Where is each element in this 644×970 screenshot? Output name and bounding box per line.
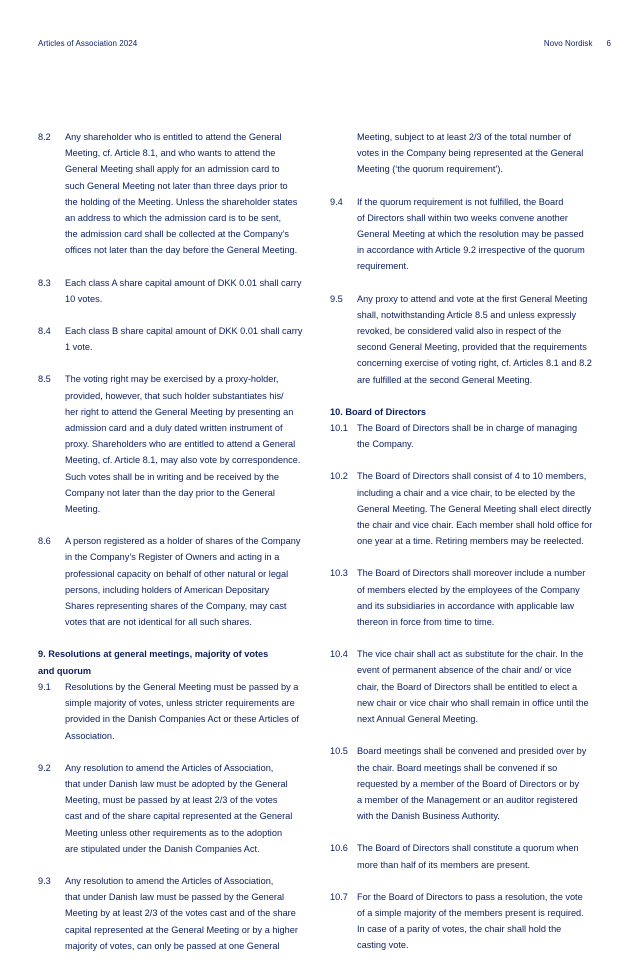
article-number: 8.2 bbox=[38, 132, 51, 142]
company-name: Novo Nordisk bbox=[543, 39, 593, 48]
article-number: 10.6 bbox=[330, 843, 348, 854]
article-number: 8.3 bbox=[38, 277, 51, 288]
article-item bbox=[330, 889, 610, 954]
article-text: The Board of Directors shall moreover include a number of members elected by the employees of the Company and its subsidiaries in accordance with applicable law thereon in force from time to time. bbox=[357, 568, 586, 628]
article-text: Any shareholder who is entitled to attend the General Meeting, cf. Article 8.1, and who wants to attend the General Meeting shall apply for an admission card to such General Meeting not later than three days prior to the holding of the Meeting. Unless the shareholder states an address to which the admission card is to be sent, the admission card shall be collected at the Company’s offices not later than the day before the General Meeting. bbox=[65, 132, 298, 256]
article-number: 10.3 bbox=[330, 568, 348, 579]
article-number: 10.5 bbox=[330, 746, 348, 757]
article-item bbox=[38, 760, 318, 857]
section-heading: 10. Board of Directors bbox=[330, 406, 426, 417]
article-number: 9.2 bbox=[38, 762, 51, 773]
article-text: Board meetings shall be convened and presided over by the chair. Board meetings shall be convened if so requested by a member of the Board of Directors or by a member of the Management or an auditor registered with the Danish Business Authority. bbox=[357, 746, 587, 822]
article-number: 10.1 bbox=[330, 423, 348, 434]
article-item bbox=[38, 371, 318, 517]
article-text: Each class B share capital amount of DKK 0.01 shall carry 1 vote. bbox=[65, 326, 303, 353]
article-item bbox=[330, 646, 610, 727]
article-text: The Board of Directors shall constitute a quorum when more than half of its members are present. bbox=[357, 843, 579, 870]
document-title: Articles of Association 2024 bbox=[38, 39, 138, 48]
article-text: Any resolution to amend the Articles of Association, that under Danish law must be adopted by the General Meeting, must be passed by at least 2/3 of the votes cast and of the share capital represented at the General Meeting unless other requirements as to the adoption are stipulated under the Danish Companies Act. bbox=[65, 762, 293, 854]
article-text: For the Board of Directors to pass a resolution, the vote of a simple majority of the members present is required. In case of a parity of votes, the chair shall hold the casting vote. bbox=[357, 891, 584, 951]
article-number: 9.5 bbox=[330, 293, 343, 304]
article-item bbox=[330, 840, 610, 872]
article-item bbox=[38, 129, 318, 259]
article-number: 9.3 bbox=[38, 875, 51, 886]
left-column bbox=[38, 129, 318, 970]
article-item bbox=[38, 323, 318, 355]
article-number: 10.4 bbox=[330, 649, 348, 660]
article-number: 9.1 bbox=[38, 681, 51, 692]
page-number: 6 bbox=[606, 39, 611, 48]
article-text: The voting right may be exercised by a proxy-holder, provided, however, that such holder substantiates his/ her right to attend the General Meeting by presenting an admission card and a duly dated written instrument of proxy. Shareholders who are entitled to attend a General Meeting, cf. Article 8.1, may also vote by correspondence. Such votes shall be in writing and be received by the Company not later than the day prior to the General Meeting. bbox=[65, 374, 301, 515]
article-text: Any resolution to amend the Articles of Association, that under Danish law must be passed by the General Meeting by at least 2/3 of the votes cast and of the share capital represented at the General Meeting or by a higher majority of votes, can only be passed at one General bbox=[65, 875, 298, 951]
article-item bbox=[330, 291, 610, 388]
article-number: 10.7 bbox=[330, 891, 348, 902]
article-text: The Board of Directors shall be in charge of managing the Company. bbox=[357, 423, 578, 450]
section-heading: 9. Resolutions at general meetings, majority of votes and quorum bbox=[38, 649, 269, 676]
article-item bbox=[330, 468, 610, 549]
article-item bbox=[330, 194, 610, 275]
article-text: A person registered as a holder of shares of the Company in the Company’s Register of Owners and acting in a professional capacity on behalf of other natural or legal persons, including holders of American Depositary Shares representing shares of the Company, may cast votes that are not identical for all such shares. bbox=[65, 536, 301, 628]
article-number: 8.5 bbox=[38, 374, 51, 385]
article-number: 8.6 bbox=[38, 536, 51, 547]
article-item bbox=[38, 275, 318, 307]
article-item bbox=[330, 743, 610, 824]
article-text: Any proxy to attend and vote at the first General Meeting shall, notwithstanding Article 8.5 and unless expressly revoked, be considered valid also in respect of the second General Meeting, provided that the requirements concerning exercise of voting right, cf. Articles 8.1 and 8.2 are fulfilled at the second General Meeting. bbox=[357, 293, 592, 385]
article-text: If the quorum requirement is not fulfilled, the Board of Directors shall within two weeks convene another General Meeting at which the resolution may be passed in accordance with Article 9.2 irrespective of the quorum requirement. bbox=[357, 196, 585, 272]
continued-text: Meeting, subject to at least 2/3 of the total number of votes in the Company being represented at the General Meeting (‘the quorum requirement’). bbox=[357, 132, 584, 175]
article-number: 8.4 bbox=[38, 326, 51, 337]
article-item bbox=[38, 533, 318, 630]
article-number: 9.4 bbox=[330, 196, 343, 207]
article-text: The Board of Directors shall consist of 4 to 10 members, including a chair and a vice chair, to be elected by the General Meeting. The General Meeting shall elect directly the chair and vice chair. Each member shall hold office for one year at a time. Retiring members may be reelected. bbox=[357, 471, 593, 547]
article-text: The vice chair shall act as substitute for the chair. In the event of permanent absence of the chair and/ or vice chair, the Board of Directors shall be entitled to elect a new chair or vice chair who shall remain in office until the next Annual General Meeting. bbox=[357, 649, 589, 725]
article-number: 10.2 bbox=[330, 471, 348, 482]
article-text: Each class A share capital amount of DKK 0.01 shall carry 10 votes. bbox=[65, 277, 302, 304]
article-item bbox=[330, 420, 610, 452]
article-item bbox=[38, 873, 318, 954]
page-header-right bbox=[544, 39, 611, 48]
article-item bbox=[38, 679, 318, 744]
article-item bbox=[330, 565, 610, 630]
article-text: Resolutions by the General Meeting must be passed by a simple majority of votes, unless stricter requirements are provided in the Danish Companies Act or these Articles of Association. bbox=[65, 681, 299, 741]
right-column bbox=[330, 129, 610, 970]
